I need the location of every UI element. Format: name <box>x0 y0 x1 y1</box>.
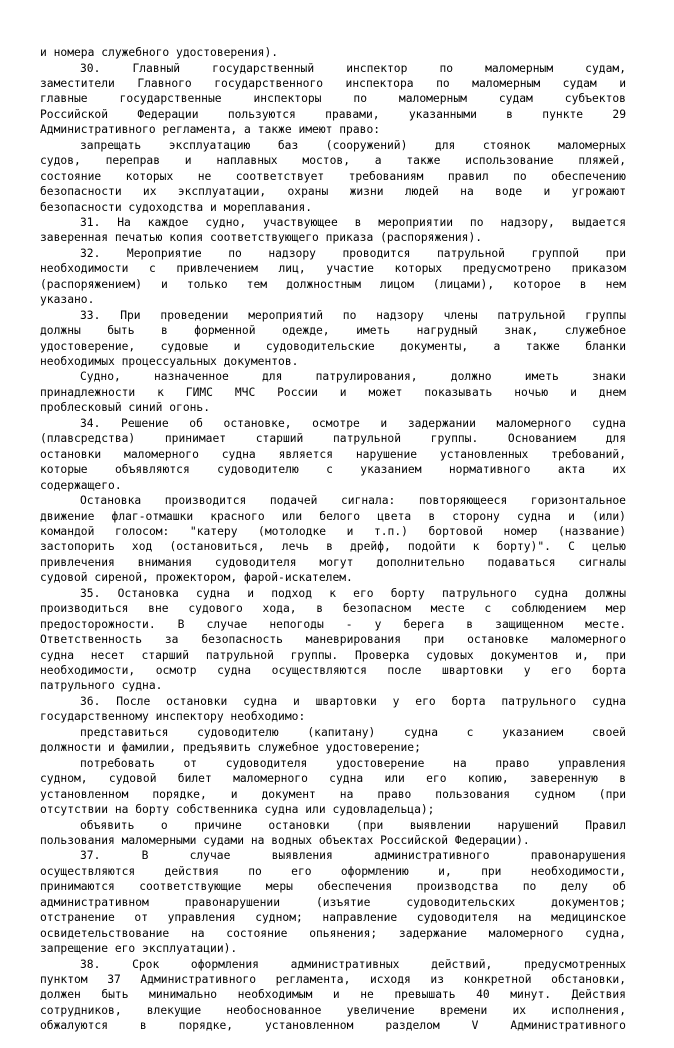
text-line: объявить о причине остановки (при выявлении нарушений Правил <box>80 818 626 832</box>
text-line: судна несет старший патрульной группы. Проверка судовых документов и, при <box>40 648 626 662</box>
text-line: привлечения внимания судоводителя могут дополнительно подаваться сигналы <box>40 555 626 569</box>
text-line: (плавсредства) принимает старший патрульной группы. Основанием для <box>40 432 626 446</box>
text-line: запрещение его эксплуатации). <box>40 942 238 956</box>
text-line: Остановка производится подачей сигнала: повторяющееся горизонтальное <box>80 494 626 507</box>
text-line: движение флаг-отмашки красного или белого цвета в сторону судна и (или) <box>40 509 626 523</box>
text-line: и номера служебного удостоверения). <box>40 46 279 59</box>
text-line: указано. <box>40 293 95 307</box>
text-line: Судно, назначенное для патрулирования, должно иметь знаки <box>80 370 626 384</box>
text-line: должен быть минимально необходимым и не превышать 40 минут. Действия <box>40 988 626 1002</box>
text-line: сотрудников, влекущие необоснованное увеличение времени их исполнения, <box>40 1003 626 1017</box>
text-line: судов, переправ и наплавных мостов, а также использование пляжей, <box>40 154 626 168</box>
text-line: 32. Мероприятие по надзору проводится патрульной группой при <box>80 246 626 260</box>
text-line: осуществляются действия по его оформлению и, при необходимости, <box>40 864 626 878</box>
text-line: потребовать от судоводителя удостоверение на право управления <box>80 756 626 770</box>
text-line: безопасности их эксплуатации, охраны жизни людей на воде и угрожают <box>40 185 626 198</box>
text-line: содержащего. <box>40 478 122 492</box>
text-line: предосторожности. В случае непогоды - у берега в защищенном месте. <box>40 617 626 631</box>
text-line: установленном порядке, и документ на право пользования судном (при <box>40 787 626 801</box>
text-line: 35. Остановка судна и подход к его борту патрульного судна должны <box>80 586 626 600</box>
text-line: отсутствии на борту собственника судна или судовладельца); <box>40 803 435 816</box>
text-line: необходимости, осмотр судна осуществляются после швартовки у его борта <box>40 664 626 677</box>
text-line: 37. В случае выявления административного правонарушения <box>80 849 626 863</box>
text-line: представиться судоводителю (капитану) судна с указанием своей <box>80 725 626 739</box>
text-line: застопорить ход (остановиться, лечь в дрейф, подойти к борту)". С целью <box>40 540 626 554</box>
text-line: судном, судовой билет маломерного судна или его копию, заверенную в <box>40 772 626 786</box>
text-line: 33. При проведении мероприятий по надзору члены патрульной группы <box>80 308 626 322</box>
text-line: проблесковый синий огонь. <box>40 401 211 415</box>
text-line: необходимости с привлечением лиц, участие которых предусмотрено приказом <box>40 262 626 276</box>
text-line: Российской Федерации пользуются правами, указанными в пункте 29 <box>40 107 626 121</box>
text-line: безопасности судоходства и мореплавания. <box>40 200 313 214</box>
text-line: обжалуются в порядке, установленном разделом V Административного <box>40 1019 626 1033</box>
text-line: Ответственность за безопасность маневрирования при остановке маломерного <box>40 633 626 647</box>
text-line: судовой сиреной, прожектором, фарой-искателем. <box>40 571 353 585</box>
text-line: остановки маломерного судна является нарушение установленных требований, <box>40 447 626 461</box>
text-line: освидетельствование на состояние опьянения; задержание маломерного судна, <box>40 926 626 940</box>
text-line: 31. На каждое судно, участвующее в мероприятии по надзору, выдается <box>80 215 626 229</box>
text-line: главные государственные инспекторы по маломерным судам субъектов <box>40 92 626 106</box>
text-line: (распоряжением) и только тем должностным лицом (лицами), которое в нем <box>40 277 626 291</box>
text-line: административном правонарушении (изъятие судоводительских документов; <box>40 895 626 909</box>
text-line: 30. Главный государственный инспектор по маломерным судам, <box>80 61 626 75</box>
text-line: запрещать эксплуатацию баз (сооружений) для стоянок маломерных <box>80 138 626 152</box>
text-line: 38. Срок оформления административных действий, предусмотренных <box>80 957 626 971</box>
text-line: патрульного судна. <box>40 679 163 693</box>
text-line: Административного регламента, а также имеют право: <box>40 123 381 137</box>
text-line: 34. Решение об остановке, осмотре и задержании маломерного судна <box>80 416 626 430</box>
text-line: пунктом 37 Административного регламента, исходя из конкретной обстановки, <box>40 973 626 986</box>
text-line: командой голосом: "катеру (мотолодке и т.п.) бортовой номер (название) <box>40 525 626 538</box>
text-line: которые объявляются судоводителю с указанием нормативного акта их <box>40 463 626 477</box>
text-line: пользования маломерными судами на водных объектах Российской Федерации). <box>40 833 530 847</box>
text-line: принимаются соответствующие меры обеспечения производства по делу об <box>40 880 626 894</box>
text-line: состояние которых не соответствует требованиям правил по обеспечению <box>40 169 626 183</box>
text-line: отстранение от управления судном; направление судоводителя на медицинское <box>40 911 626 925</box>
text-line: необходимых процессуальных документов. <box>40 355 299 368</box>
text-line: производиться вне судового хода, в безопасном месте с соблюдением мер <box>40 602 626 616</box>
text-line: 36. После остановки судна и швартовки у его борта патрульного судна <box>80 694 626 708</box>
text-line: должны быть в форменной одежде, иметь нагрудный знак, служебное <box>40 324 626 338</box>
text-line: заверенная печатью копия соответствующего приказа (распоряжения). <box>40 231 483 245</box>
text-line: принадлежности к ГИМС МЧС России и может показывать ночью и днем <box>40 385 626 399</box>
text-line: удостоверение, судовые и судоводительские документы, а также бланки <box>40 339 626 353</box>
text-line: государственному инспектору необходимо: <box>40 710 306 724</box>
text-line: заместители Главного государственного инспектора по маломерным судам и <box>40 76 626 90</box>
text-line: должности и фамилии, предъявить служебное удостоверение; <box>40 741 421 755</box>
